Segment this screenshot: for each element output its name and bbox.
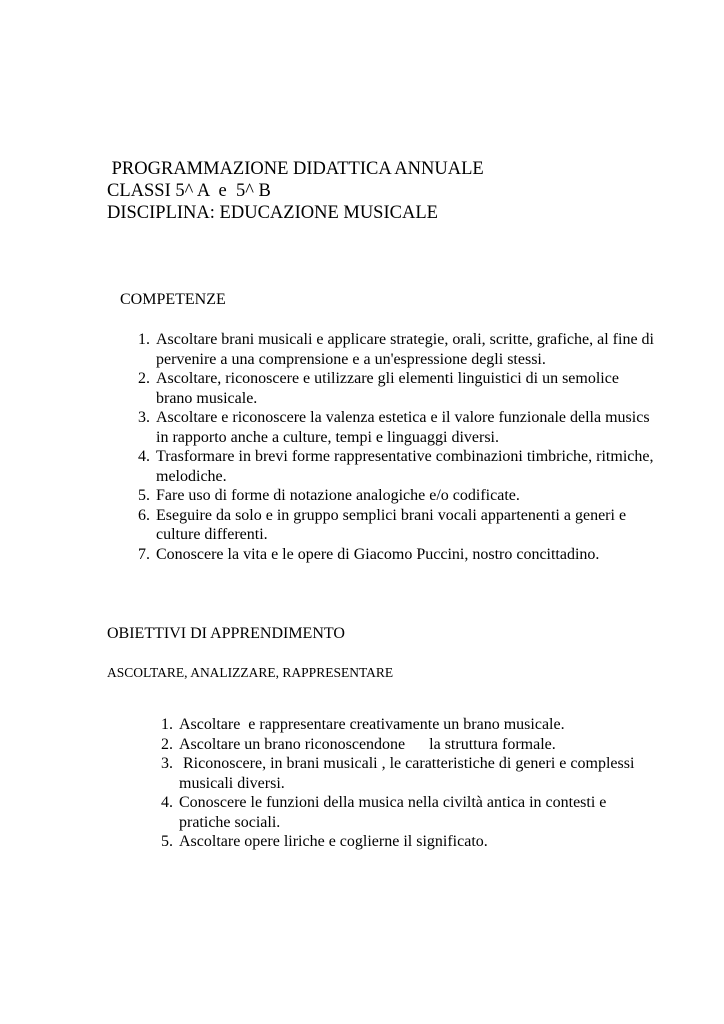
obiettivi-subheading: ASCOLTARE, ANALIZZARE, RAPPRESENTARE [107,665,394,680]
list-item-number: 1. [161,716,173,733]
list-item-number: 4. [161,794,173,811]
list-item [138,506,656,545]
document-header [107,158,484,224]
obiettivi-list [161,715,649,852]
list-item [138,330,656,369]
list-item-text: Eseguire da solo e in gruppo semplici brani vocali appartenenti a generi e culture differenti. [156,506,627,543]
list-item-text: Ascoltare un brano riconoscendone la struttura formale. [179,735,556,753]
list-item-text: Conoscere la vita e le opere di Giacomo Puccini, nostro concittadino. [156,545,600,563]
list-item-number: 5. [161,833,173,850]
list-item-number: 6. [138,506,150,524]
list-item [161,832,649,852]
header-classes: CLASSI 5^ A e 5^ B [107,181,271,201]
list-item-text: Trasformare in brevi forme rappresentative combinazioni timbriche, ritmiche, melodiche. [156,448,654,485]
list-item [138,408,656,447]
list-item-text: Fare uso di forme di notazione analogiche e/o codificate. [156,487,520,504]
list-item [138,369,656,408]
list-item [161,793,649,832]
list-item-number: 4. [138,448,150,465]
list-item-number: 1. [138,331,150,348]
header-title: PROGRAMMAZIONE DIDATTICA ANNUALE [107,159,484,179]
list-item [138,447,656,486]
list-item-text: Ascoltare brani musicali e applicare strategie, orali, scritte, grafiche, al fine di pervenire a una comprensione e a un'espressione degli stessi. [156,331,654,368]
list-item-text: Ascoltare opere liriche e coglierne il significato. [179,833,488,850]
list-item-text: Ascoltare e rappresentare creativamente un brano musicale. [179,716,565,733]
list-item [138,486,656,506]
list-item-text: Ascoltare e riconoscere la valenza estetica e il valore funzionale della musics in rapporto anche a culture, tempi e linguaggi diversi. [156,409,650,446]
list-item-number: 3. [138,409,150,426]
list-item [138,545,656,565]
list-item [161,735,649,755]
list-item-number: 5. [138,487,150,504]
list-item-number: 3. [161,755,173,772]
list-item-number: 2. [138,370,150,387]
header-discipline: DISCIPLINA: EDUCAZIONE MUSICALE [107,203,438,223]
competenze-list [138,330,656,564]
list-item-text: Conoscere le funzioni della musica nella civiltà antica in contesti e pratiche sociali. [179,794,611,831]
obiettivi-heading: OBIETTIVI DI APPRENDIMENTO [107,625,345,642]
competenze-heading: COMPETENZE [120,291,226,308]
list-item-number: 7. [138,545,150,563]
list-item-text: Ascoltare, riconoscere e utilizzare gli elementi linguistici di un semolice brano musicale. [156,370,619,407]
list-item-number: 2. [161,735,173,753]
list-item-text: Riconoscere, in brani musicali , le caratteristiche di generi e complessi musicali diversi. [179,755,639,792]
list-item [161,754,649,793]
list-item [161,715,649,735]
